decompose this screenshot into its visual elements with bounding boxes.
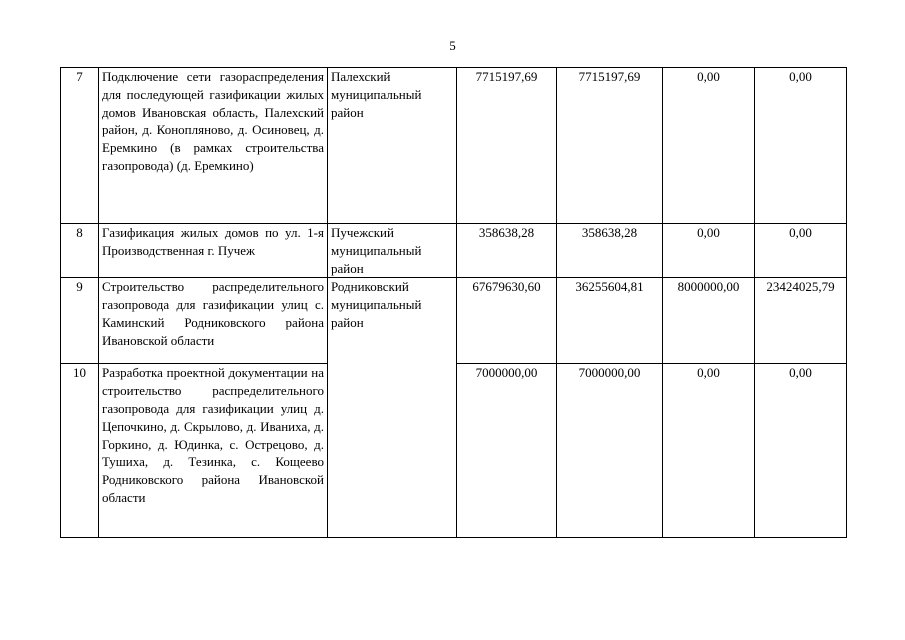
project-description: Строительство распределительного газопровода для газификации улиц с. Каминский Родниковского района Ивановской области bbox=[99, 278, 328, 364]
amount-column-2: 7715197,69 bbox=[557, 68, 663, 224]
amount-column-3: 8000000,00 bbox=[663, 278, 755, 364]
amount-column-4: 0,00 bbox=[755, 224, 847, 278]
total-amount: 67679630,60 bbox=[457, 278, 557, 364]
total-amount: 7000000,00 bbox=[457, 364, 557, 538]
amount-column-4: 0,00 bbox=[755, 68, 847, 224]
funding-table bbox=[60, 67, 847, 538]
amount-column-3: 0,00 bbox=[663, 68, 755, 224]
amount-column-4: 23424025,79 bbox=[755, 278, 847, 364]
amount-column-2: 36255604,81 bbox=[557, 278, 663, 364]
page-number: 5 bbox=[449, 38, 456, 53]
table-row bbox=[61, 278, 847, 364]
project-description: Разработка проектной документации на строительство распределительного газопровода для газификации улиц д. Цепочкино, д. Скрылово, д. Иваниха, д. Горкино, д. Юдинка, с. Острецово, д. Тушиха, д. Тезинка, с. Кощеево Родниковского района Ивановской области bbox=[99, 364, 328, 538]
row-number: 9 bbox=[61, 278, 99, 364]
municipal-district: Пучежский муниципальный район bbox=[328, 224, 457, 278]
amount-column-3: 0,00 bbox=[663, 224, 755, 278]
row-number: 8 bbox=[61, 224, 99, 278]
total-amount: 7715197,69 bbox=[457, 68, 557, 224]
amount-column-2: 7000000,00 bbox=[557, 364, 663, 538]
municipal-district: Родниковский муниципальный район bbox=[328, 278, 457, 538]
municipal-district: Палехский муниципальный район bbox=[328, 68, 457, 224]
table-row bbox=[61, 68, 847, 224]
amount-column-2: 358638,28 bbox=[557, 224, 663, 278]
project-description: Подключение сети газораспределения для последующей газификации жилых домов Ивановская область, Палехский район, д. Конопляново, д. Осиновец, д. Еремкино (в рамках строительства газопровода) (д. Еремкино) bbox=[99, 68, 328, 224]
amount-column-4: 0,00 bbox=[755, 364, 847, 538]
row-number: 7 bbox=[61, 68, 99, 224]
row-number: 10 bbox=[61, 364, 99, 538]
project-description: Газификация жилых домов по ул. 1-я Производственная г. Пучеж bbox=[99, 224, 328, 278]
amount-column-3: 0,00 bbox=[663, 364, 755, 538]
table-row bbox=[61, 224, 847, 278]
total-amount: 358638,28 bbox=[457, 224, 557, 278]
